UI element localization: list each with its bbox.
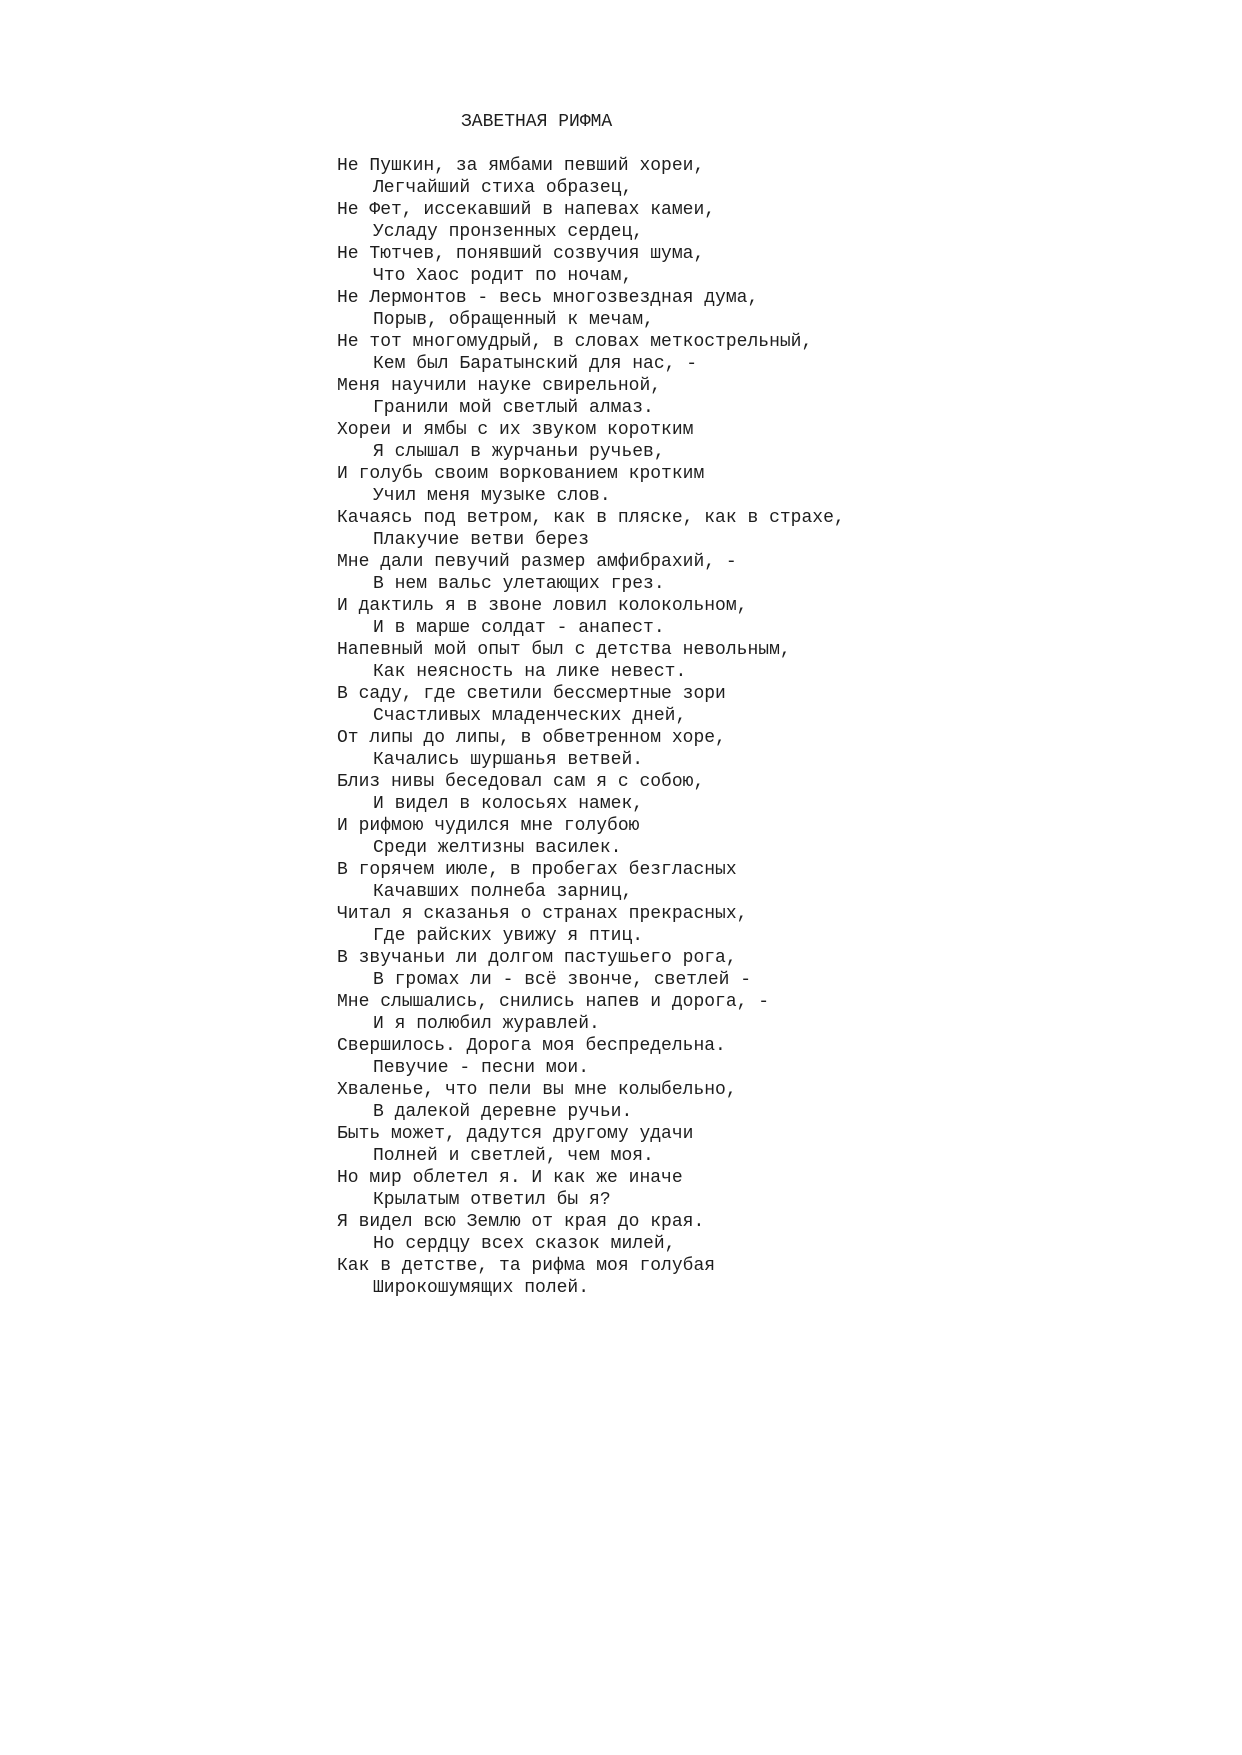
poem-line: Мне дали певучий размер амфибрахий, - <box>337 552 737 572</box>
poem-line: И в марше солдат - анапест. <box>373 618 665 638</box>
poem-line: Не Пушкин, за ямбами певший хореи, <box>337 156 705 176</box>
poem-line: Быть может, дадутся другому удачи <box>337 1124 694 1144</box>
poem-line: В далекой деревне ручьи. <box>373 1102 633 1122</box>
poem-line: Где райских увижу я птиц. <box>373 926 644 946</box>
poem-line: Полней и светлей, чем моя. <box>373 1146 654 1166</box>
poem-line: Плакучие ветви берез <box>373 530 590 550</box>
poem-line: Не Тютчев, понявший созвучия шума, <box>337 244 705 264</box>
poem-line: Как неясность на лике невест. <box>373 662 687 682</box>
poem-line: Я слышал в журчаньи ручьев, <box>373 442 665 462</box>
poem-line: Не Фет, иссекавший в напевах камеи, <box>337 200 716 220</box>
poem-body <box>337 155 845 1299</box>
poem-line: В горячем июле, в пробегах безгласных <box>337 860 737 880</box>
poem-line: Не Лермонтов - весь многозвездная дума, <box>337 288 759 308</box>
poem-line: Качались шуршанья ветвей. <box>373 750 644 770</box>
poem-line: Но сердцу всех сказок милей, <box>373 1234 676 1254</box>
poem-line: И видел в колосьях намек, <box>373 794 644 814</box>
poem-line: Свершилось. Дорога моя беспредельна. <box>337 1036 726 1056</box>
poem-line: Крылатым ответил бы я? <box>373 1190 611 1210</box>
poem-line: Счастливых младенческих дней, <box>373 706 687 726</box>
poem-line: Читал я сказанья о странах прекрасных, <box>337 904 748 924</box>
poem-line: Усладу пронзенных сердец, <box>373 222 644 242</box>
poem-line: Мне слышались, снились напев и дорога, - <box>337 992 770 1012</box>
poem-line: Я видел всю Землю от края до края. <box>337 1212 705 1232</box>
poem-line: В звучаньи ли долгом пастушьего рога, <box>337 948 737 968</box>
poem-line: Что Хаос родит по ночам, <box>373 266 633 286</box>
poem-line: Легчайший стиха образец, <box>373 178 633 198</box>
poem-line: Не тот многомудрый, в словах меткострельный, <box>337 332 813 352</box>
poem-line: В нем вальс улетающих грез. <box>373 574 665 594</box>
poem-line: В громах ли - всё звонче, светлей - <box>373 970 752 990</box>
poem-line: И я полюбил журавлей. <box>373 1014 600 1034</box>
poem-line: В саду, где светили бессмертные зори <box>337 684 726 704</box>
poem-line: И голубь своим воркованием кротким <box>337 464 705 484</box>
poem-title: ЗАВЕТНАЯ РИФМА <box>461 112 613 132</box>
poem-line: От липы до липы, в обветренном хоре, <box>337 728 726 748</box>
poem-line: Качавших полнеба зарниц, <box>373 882 633 902</box>
poem-line: Гранили мой светлый алмаз. <box>373 398 654 418</box>
poem-line: Но мир облетел я. И как же иначе <box>337 1168 683 1188</box>
poem-line: Качаясь под ветром, как в пляске, как в страхе, <box>337 508 845 528</box>
poem-line: Напевный мой опыт был с детства невольным, <box>337 640 791 660</box>
poem-line: И рифмою чудился мне голубою <box>337 816 640 836</box>
poem-line: Хваленье, что пели вы мне колыбельно, <box>337 1080 737 1100</box>
poem-line: И дактиль я в звоне ловил колокольном, <box>337 596 748 616</box>
poem-line: Как в детстве, та рифма моя голубая <box>337 1256 716 1276</box>
poem-line: Порыв, обращенный к мечам, <box>373 310 654 330</box>
poem-line: Кем был Баратынский для нас, - <box>373 354 698 374</box>
poem-line: Учил меня музыке слов. <box>373 486 611 506</box>
poem-line: Меня научили науке свирельной, <box>337 376 662 396</box>
poem-line: Хореи и ямбы с их звуком коротким <box>337 420 694 440</box>
poem-line: Певучие - песни мои. <box>373 1058 590 1078</box>
poem-line: Среди желтизны василек. <box>373 838 622 858</box>
poem-line: Широкошумящих полей. <box>373 1278 590 1298</box>
poem-line: Близ нивы беседовал сам я с собою, <box>337 772 705 792</box>
